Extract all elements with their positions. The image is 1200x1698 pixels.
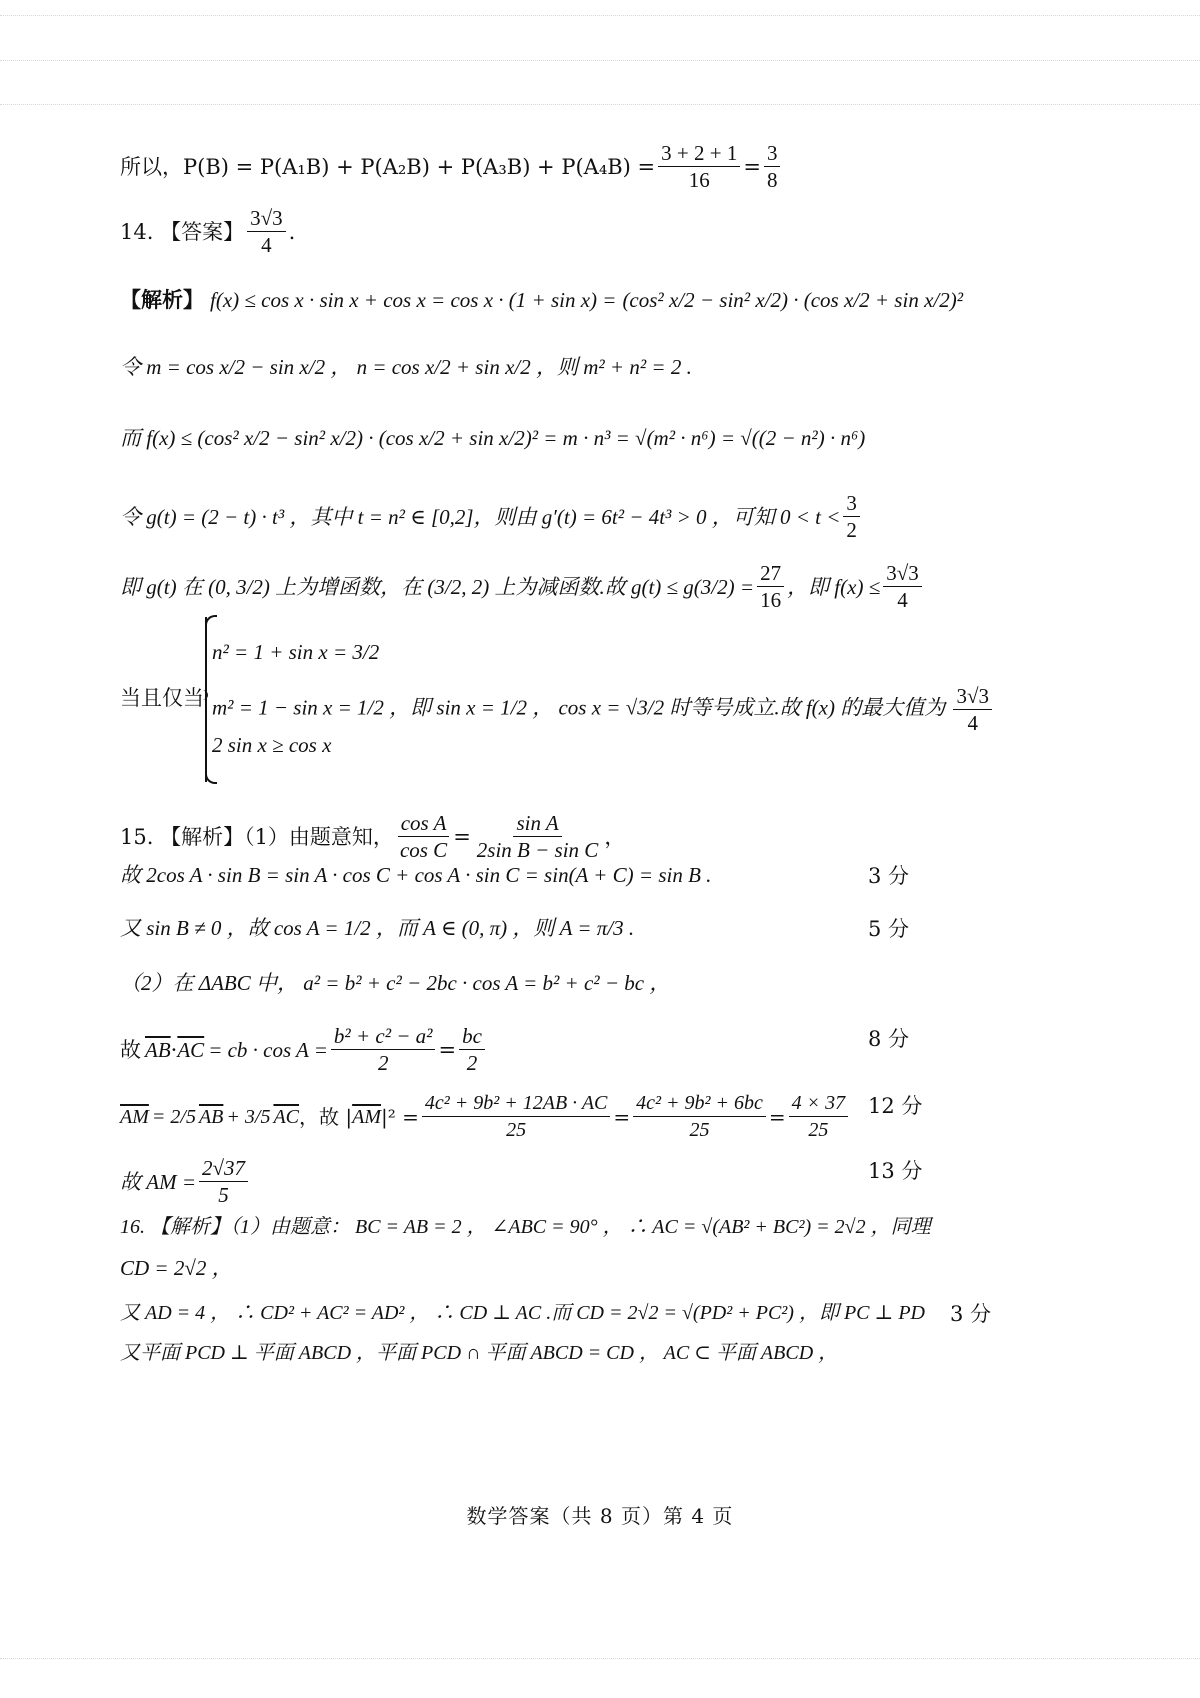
- text: ，: [604, 824, 626, 849]
- score: 13 分: [868, 1159, 923, 1183]
- text: .: [288, 219, 296, 244]
- q16-line4: [120, 1338, 838, 1368]
- text: =: [453, 824, 471, 849]
- text: |² =: [381, 1104, 419, 1129]
- fraction: $\frac{\text{b² + c² − a²}}{2}$: [331, 1023, 436, 1076]
- fraction: $\frac{bc}{2}$: [459, 1023, 485, 1076]
- fraction: $\frac{2√37}{5}$: [199, 1155, 248, 1208]
- score: 5 分: [868, 917, 910, 941]
- text: ，即 f(x) ≤: [787, 574, 881, 599]
- text: 【解析】: [120, 287, 204, 312]
- q16-line1: [120, 1212, 931, 1242]
- score: 12 分: [868, 1094, 923, 1118]
- q15-line3: [120, 913, 634, 943]
- text: m² = 1 − sin x = 1/2: [212, 695, 384, 720]
- q14-analysis-line1: [120, 285, 963, 315]
- text: =: [743, 154, 761, 179]
- text: f(x) ≤ cos x · sin x + cos x = cos x · (1 + sin x) =: [210, 288, 617, 312]
- score: 3 分: [868, 864, 910, 888]
- vector: $\overline{AC}$: [273, 1105, 300, 1128]
- fraction: $\frac{3√3}{4}$: [883, 560, 922, 613]
- text: = 2/5: [151, 1105, 196, 1128]
- q14-let-line: [120, 352, 692, 382]
- text: 故 2cos A · sin B = sin A · cos C + cos A · sin C = sin(A + C) = sin B .: [120, 863, 712, 887]
- fraction: $\frac{\text{4c² + 9b² + 6bc}}{25}$: [633, 1090, 766, 1143]
- text: = cb · cos A =: [208, 1037, 328, 1062]
- fraction: $\frac{3}{2}$: [843, 490, 860, 543]
- text: ·: [170, 1037, 178, 1062]
- q16-line2: [120, 1253, 233, 1283]
- score: 8 分: [868, 1027, 910, 1051]
- q15-line2: [120, 860, 711, 890]
- q15-line4: [120, 968, 670, 998]
- text: + 3/5: [226, 1105, 271, 1128]
- fraction: $\frac{3√3}{4}$: [953, 683, 992, 736]
- text: 而 f(x) ≤ (cos² x/2 − sin² x/2) · (cos x/2 + sin x/2)² = m · n³ = √(m² · n⁶) = √((2 − n²) · n⁶): [120, 426, 866, 450]
- divider: [0, 60, 1200, 61]
- text: 14. 【答案】: [120, 219, 245, 244]
- system-eq-1: n² = 1 + sin x = 3/2: [212, 640, 380, 664]
- text: 所以，P(B) = P(A₁B) + P(A₂B) + P(A₃B) + P(A₄B) =: [120, 154, 656, 179]
- q14-er-line: [120, 423, 865, 453]
- text: ，即 sin x = 1/2 ， cos x = √3/2 时等号成立.故 f(x) 的最大值为: [389, 695, 946, 720]
- text: （2）在 ΔABC 中， a² = b² + c² − 2bc · cos A = b² + c² − bc ，: [120, 971, 671, 995]
- fraction: $\frac{\text{4c² + 9b² + 12AB · AC}}{25}$: [422, 1090, 611, 1143]
- divider: [0, 15, 1200, 16]
- text: 故: [120, 1037, 141, 1062]
- text: 即 g(t) 在 (0, 3/2) 上为增函数，在 (3/2, 2) 上为减函数.故 g(t) ≤ g(3/2) =: [120, 574, 755, 599]
- page-footer: 数学答案（共 8 页）第 4 页: [466, 1504, 734, 1528]
- system-eq-2: [212, 683, 995, 736]
- text: =: [438, 1037, 457, 1062]
- q14-g-line: [120, 490, 863, 543]
- text: 又平面 PCD ⊥ 平面 ABCD ，平面 PCD ∩ 平面 ABCD = CD ， AC ⊂ 平面 ABCD ，: [120, 1342, 839, 1364]
- vector: $\overline{AC}$: [177, 1037, 205, 1062]
- fraction: $\frac{4 \times 37}{25}$: [789, 1090, 849, 1143]
- q16-line3: [120, 1298, 925, 1328]
- divider: [0, 1658, 1200, 1659]
- divider: [0, 104, 1200, 105]
- text: 又 sin B ≠ 0 ，故 cos A = 1/2 ，而 A ∈ (0, π) ，则 A = π/3 .: [120, 916, 635, 940]
- probability-line: [120, 140, 783, 193]
- text: CD = 2√2 ，: [120, 1256, 233, 1280]
- q15-line1: [120, 810, 625, 863]
- text: 16. 【解析】（1）由题意： BC = AB = 2 ， ∠ABC = 90° ， ∴ AC = √(AB² + BC²) = 2√2 ，同理: [120, 1216, 931, 1238]
- fraction: $\frac{3}{8}$: [764, 140, 781, 193]
- fraction: $\frac{\text{sin A}}{\text{2sin B − sin C}}$: [476, 811, 599, 862]
- text: 令 m = cos x/2 − sin x/2 ， n = cos x/2 + sin x/2 ，则 m² + n² = 2 .: [120, 355, 692, 379]
- q14-equality-head: [120, 683, 204, 713]
- vector: $\overline{AM}$: [120, 1105, 149, 1128]
- text: (cos² x/2 − sin² x/2) · (cos x/2 + sin x/2)²: [622, 288, 964, 312]
- q14-ji-line: [120, 560, 925, 613]
- fraction: $\frac{\text{cos A}}{\text{cos C}}$: [397, 810, 450, 863]
- q14-answer: [120, 205, 295, 258]
- q15-line5: [120, 1023, 488, 1076]
- q15-line7: [120, 1155, 251, 1208]
- text: 故 AM =: [120, 1169, 196, 1194]
- fraction: $\frac{3√3}{4}$: [247, 205, 286, 258]
- score: 3 分: [950, 1302, 992, 1326]
- vector: $\overline{AM}$: [352, 1105, 382, 1128]
- fraction: $\frac{27}{16}$: [757, 560, 784, 613]
- text: ，故 |: [299, 1104, 353, 1129]
- vector: $\overline{AB}$: [198, 1105, 224, 1128]
- text: 令 g(t) = (2 − t) · t³ ，其中 t = n² ∈ [0,2]，则由 g′(t) = 6t² − 4t³ > 0 ，可知 0 < t <: [120, 504, 841, 529]
- text: 又 AD = 4 ， ∴ CD² + AC² = AD² ， ∴ CD ⊥ AC .而 CD = 2√2 = √(PD² + PC²) ，即 PC ⊥ PD: [120, 1302, 925, 1324]
- fraction: $\frac{3 + 2 + 1}{16}$: [658, 140, 740, 193]
- text: 15. 【解析】（1）由题意知，: [120, 824, 394, 849]
- system-eq-3: 2 sin x ≥ cos x: [212, 733, 332, 757]
- vector: $\overline{AB}$: [145, 1037, 171, 1062]
- q15-line6: $\overline{AM}$ = 2/5 $\overline{AB}$ + 3/5 $\overline{AC}$ ，故 | $\overline{AM}$ |² = $\frac{\text{4c² + 9b² + 12AB · AC}}{25}$ = $\frac{\text{4c² + 9b² + 6bc}}{25}$ = $\frac{4 \times 37}{25}$: [120, 1090, 851, 1143]
- text: 当且仅当: [120, 686, 204, 710]
